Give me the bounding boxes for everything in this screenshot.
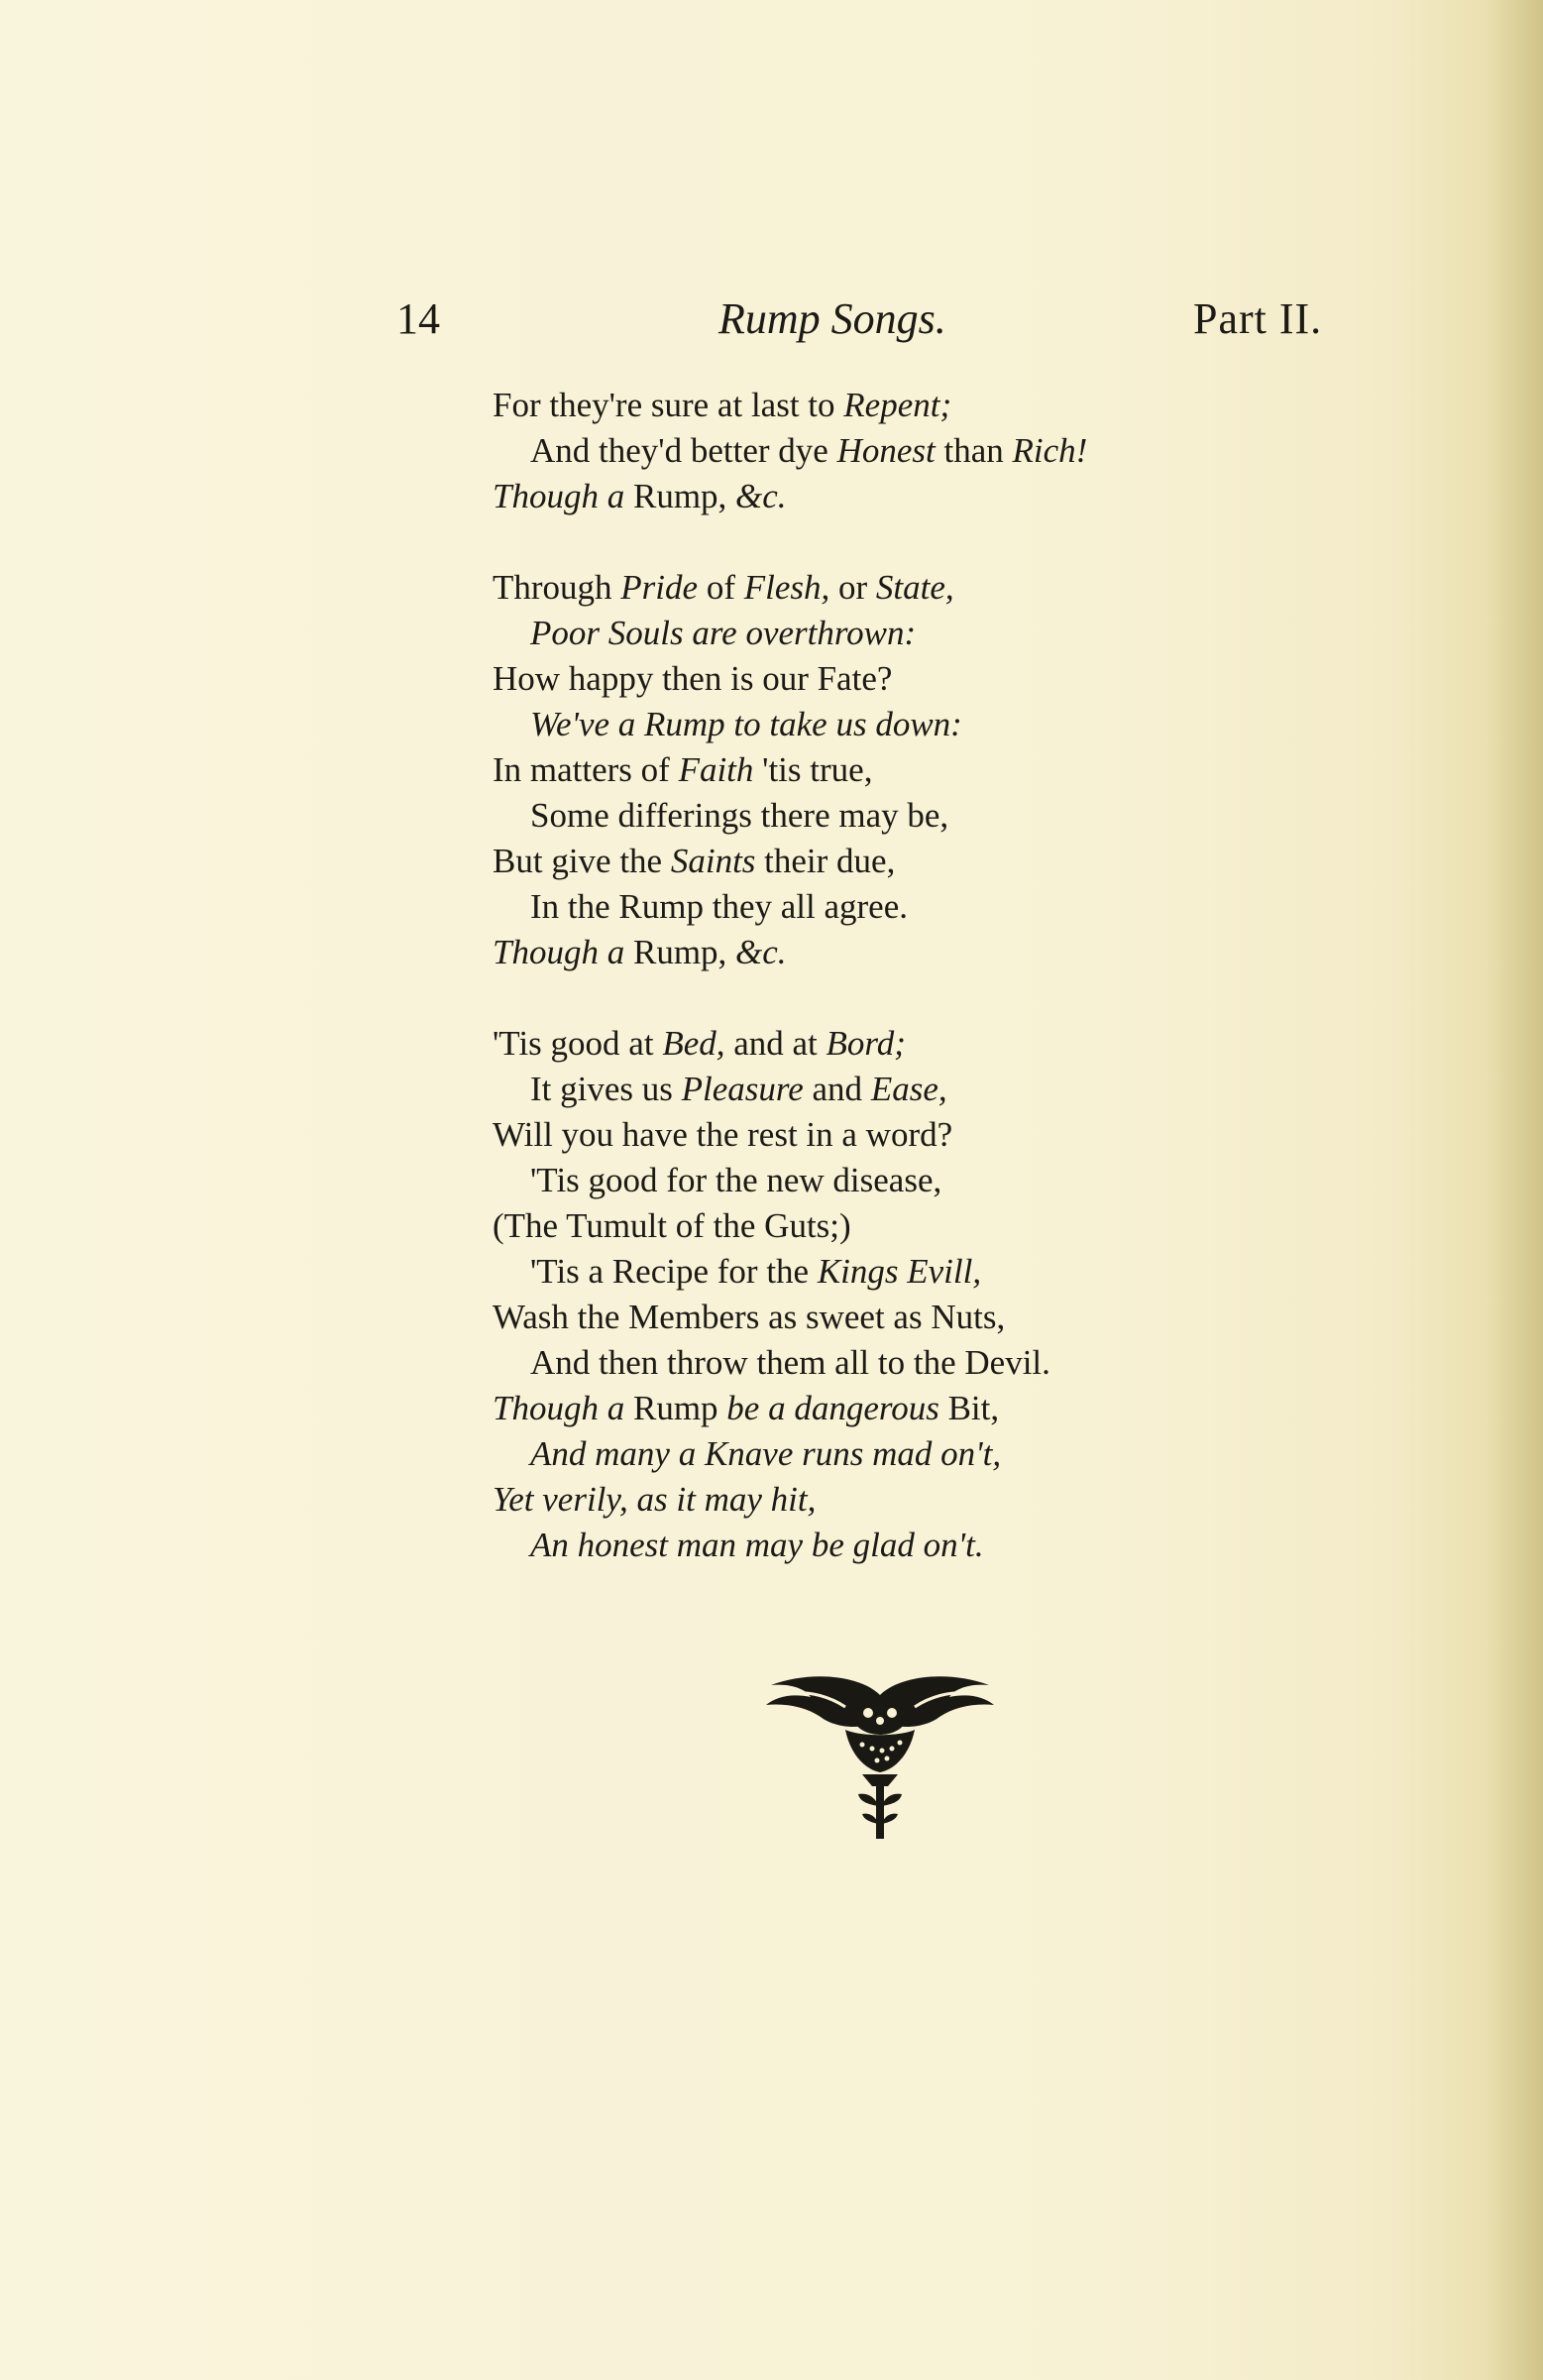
- roman-text: Through: [493, 568, 621, 607]
- roman-text: than: [935, 431, 1013, 470]
- italic-text: Kings Evill,: [817, 1252, 982, 1291]
- italic-text: Ease,: [870, 1070, 947, 1108]
- poem-line: [493, 1523, 1087, 1568]
- poem-line: [493, 747, 1087, 793]
- italic-text: Bed,: [662, 1024, 725, 1063]
- italic-text: &c.: [735, 477, 787, 515]
- poem-line: [493, 702, 1087, 747]
- italic-text: Faith: [678, 750, 754, 789]
- italic-text: Repent;: [843, 386, 952, 424]
- roman-text: and at: [724, 1024, 827, 1063]
- roman-text: Will you have the rest in a word?: [493, 1115, 953, 1154]
- roman-text: Bit,: [947, 1389, 1000, 1427]
- poem-line: [493, 1203, 1087, 1249]
- roman-text: But give the: [493, 842, 671, 880]
- italic-text: &c.: [735, 933, 787, 971]
- poem-line: [493, 793, 1087, 839]
- roman-text: For they're sure at last to: [493, 386, 844, 424]
- poem-line: [493, 565, 1087, 611]
- poem-line: [493, 884, 1087, 930]
- stanza: [493, 383, 1087, 519]
- poem-line: [493, 1249, 1087, 1295]
- roman-text: It gives us: [530, 1070, 682, 1108]
- italic-text: An honest man may be glad on't.: [530, 1526, 984, 1564]
- roman-text: (The Tumult of the Guts;): [493, 1206, 851, 1245]
- italic-text: be a dangerous: [726, 1389, 948, 1427]
- part-label: Part II.: [1193, 294, 1323, 343]
- italic-text: Pleasure: [681, 1070, 804, 1108]
- roman-text: How happy then is our Fate?: [493, 659, 893, 698]
- italic-text: Honest: [836, 431, 936, 470]
- running-title: Rump Songs.: [718, 294, 946, 343]
- roman-text: and: [803, 1070, 871, 1108]
- poem-line: [493, 839, 1087, 884]
- page-edge-shadow: [1484, 0, 1543, 2380]
- page-number: 14: [396, 294, 440, 343]
- roman-text: 'tis true,: [753, 750, 873, 789]
- poem-text: [493, 383, 1087, 1614]
- roman-text: 'Tis good at: [493, 1024, 663, 1063]
- poem-line: [493, 1112, 1087, 1158]
- roman-text: And they'd better dye: [530, 431, 837, 470]
- roman-text: or: [829, 568, 876, 607]
- poem-line: [493, 1386, 1087, 1431]
- roman-text: In the Rump they all agree.: [530, 887, 908, 926]
- roman-text: Wash the Members as sweet as Nuts,: [493, 1298, 1006, 1336]
- poem-line: [493, 1067, 1087, 1112]
- italic-text: Bord;: [826, 1024, 906, 1063]
- italic-text: Saints: [670, 842, 756, 880]
- poem-line: [493, 611, 1087, 656]
- roman-text: Rump,: [632, 933, 736, 971]
- roman-text: And then throw them all to the Devil.: [530, 1343, 1050, 1382]
- roman-text: Rump: [632, 1389, 727, 1427]
- poem-line: [493, 383, 1087, 428]
- poem-line: [493, 1295, 1087, 1340]
- roman-text: In matters of: [493, 750, 679, 789]
- poem-line: [493, 1158, 1087, 1203]
- running-header: [0, 293, 1543, 353]
- italic-text: Flesh,: [743, 568, 830, 607]
- roman-text: 'Tis good for the new disease,: [530, 1161, 942, 1199]
- italic-text: Though a: [493, 477, 633, 515]
- poem-line: [493, 1021, 1087, 1067]
- roman-text: Some differings there may be,: [530, 796, 949, 835]
- italic-text: Though a: [493, 933, 633, 971]
- stanza: [493, 1021, 1087, 1568]
- roman-text: their due,: [755, 842, 896, 880]
- italic-text: Though a: [493, 1389, 633, 1427]
- italic-text: Poor Souls are overthrown:: [530, 614, 917, 652]
- poem-line: [493, 1431, 1087, 1477]
- italic-text: We've a Rump to take us down:: [530, 705, 962, 743]
- poem-line: [493, 474, 1087, 519]
- italic-text: Rich!: [1012, 431, 1088, 470]
- italic-text: Yet verily, as it may hit,: [493, 1480, 817, 1519]
- roman-text: 'Tis a Recipe for the: [530, 1252, 818, 1291]
- italic-text: Pride: [620, 568, 699, 607]
- roman-text: of: [698, 568, 744, 607]
- poem-line: [493, 428, 1087, 474]
- italic-text: And many a Knave runs mad on't,: [530, 1434, 1002, 1473]
- poem-line: [493, 656, 1087, 702]
- poem-line: [493, 1477, 1087, 1523]
- italic-text: State,: [875, 568, 954, 607]
- poem-line: [493, 1340, 1087, 1386]
- roman-text: Rump,: [632, 477, 736, 515]
- floral-tailpiece-icon: [751, 1675, 1009, 1854]
- poem-line: [493, 930, 1087, 975]
- stanza: [493, 565, 1087, 975]
